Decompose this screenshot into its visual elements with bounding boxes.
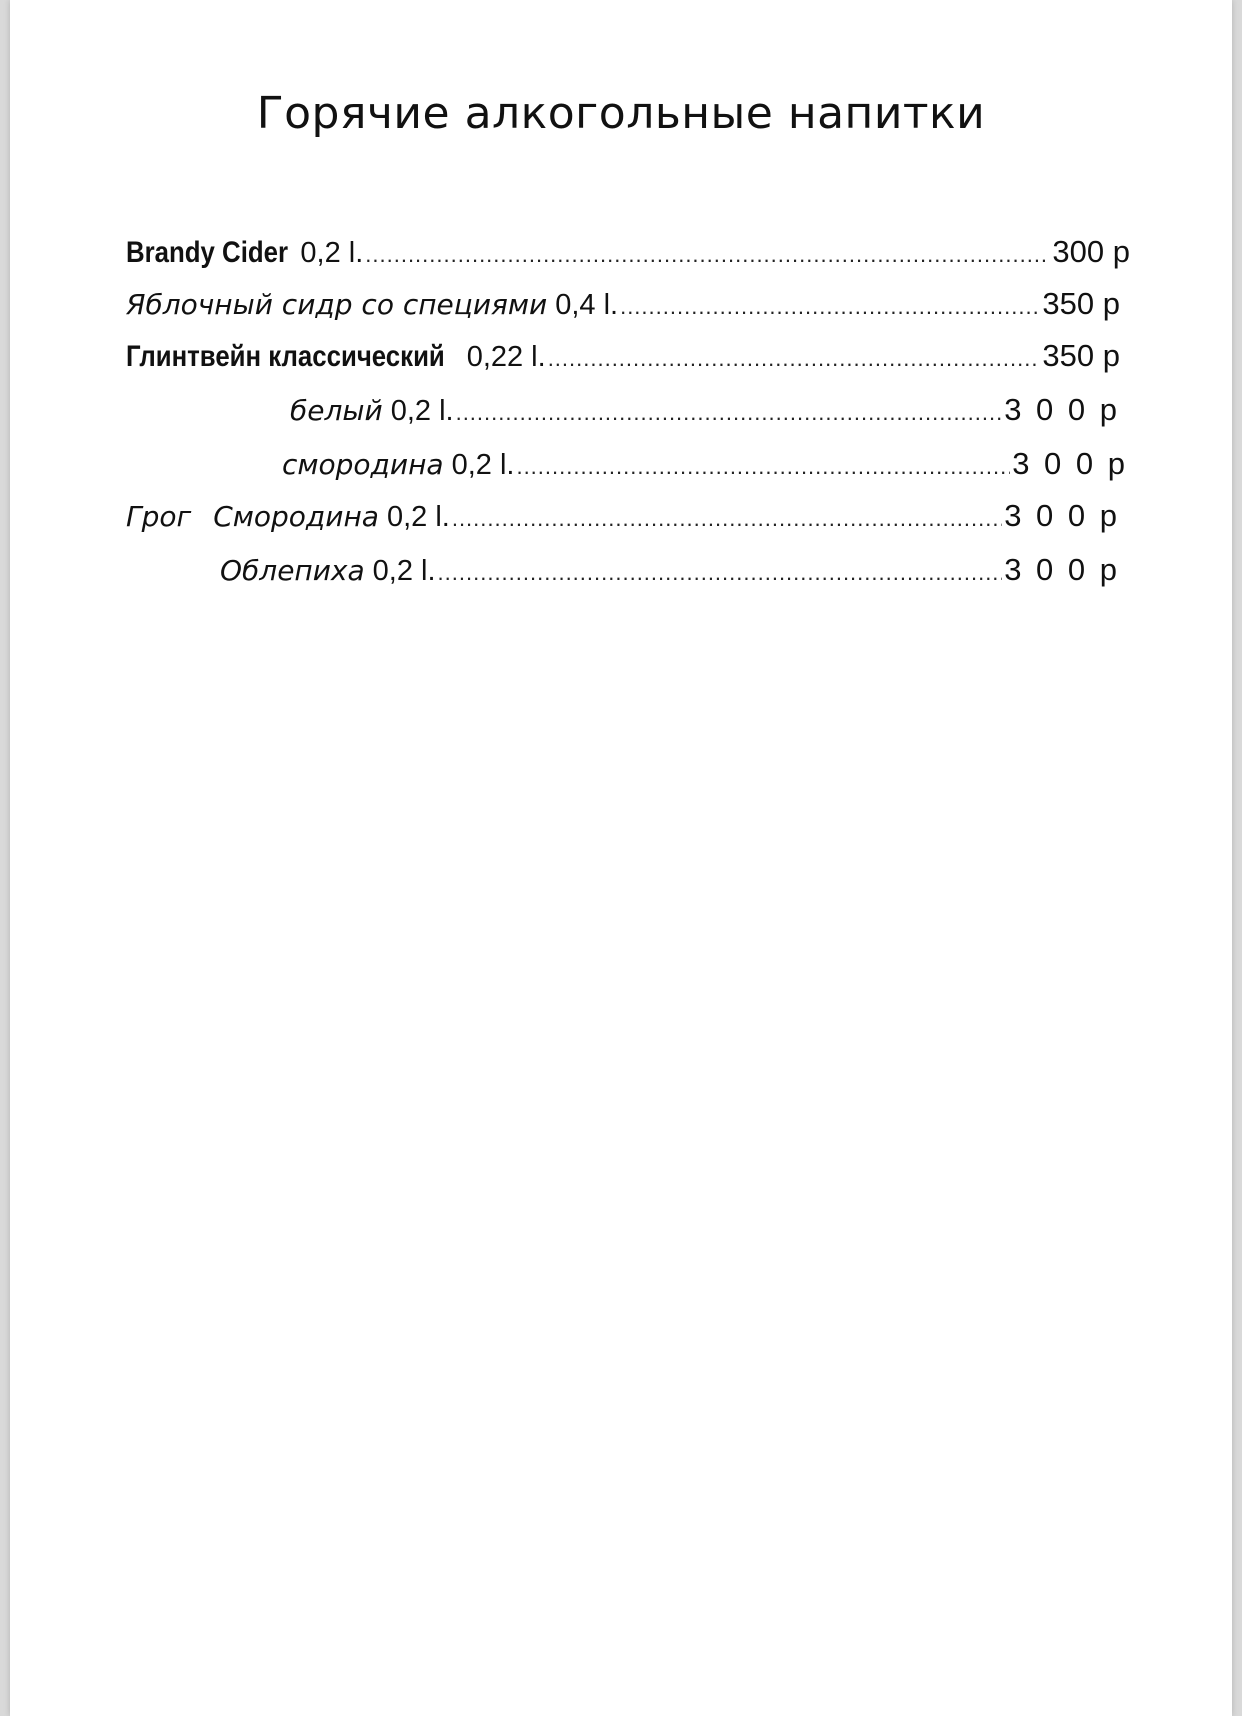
item-volume: 0,2 l. [300, 237, 364, 269]
leader-dots [452, 499, 1002, 539]
item-price: 3 0 0 р [1004, 392, 1120, 427]
item-price: 300 р [1052, 234, 1130, 269]
item-price: 3 0 0 р [1004, 552, 1120, 587]
item-volume: 0,2 l. [451, 449, 515, 481]
item-price: 350 р [1042, 286, 1120, 321]
item-label: смородина [282, 448, 444, 481]
item-label: Облепиха [220, 554, 365, 587]
item-label: белый [290, 394, 383, 427]
item-label: Смородина [213, 500, 379, 533]
menu-item-grog-sea-buckthorn [220, 550, 1120, 590]
leader-dots [516, 447, 1010, 487]
leader-dots [548, 339, 1041, 379]
item-label: Brandy Cider [126, 236, 289, 269]
menu-item-mulled-wine-white [290, 390, 1120, 430]
page-title: Горячие алкогольные напитки [256, 88, 986, 139]
leader-dots [456, 393, 1003, 433]
item-price: 3 0 0 р [1004, 498, 1120, 533]
leader-dots [365, 235, 1050, 275]
menu-item-brandy-cider [126, 232, 1130, 272]
item-price: 3 0 0 р [1012, 446, 1128, 481]
menu-item-apple-cider [126, 284, 1120, 324]
item-volume: 0,2 l. [372, 555, 436, 587]
menu-item-mulled-wine-classic [126, 336, 1120, 376]
leader-dots [438, 553, 1003, 593]
leader-dots [620, 287, 1040, 327]
item-volume: 0,2 l. [390, 395, 454, 427]
menu-page [10, 0, 1232, 1716]
menu-item-grog-currant [126, 496, 1120, 536]
item-volume: 0,4 l. [555, 289, 619, 321]
item-price: 350 р [1042, 338, 1120, 373]
group-label-grog: Грог [126, 500, 192, 533]
item-label: Яблочный сидр со специями [126, 288, 548, 321]
item-volume: 0,2 l. [386, 501, 450, 533]
item-label: Глинтвейн классический [126, 340, 445, 373]
item-volume: 0,22 l. [466, 341, 546, 373]
menu-item-mulled-wine-currant [282, 444, 1128, 484]
